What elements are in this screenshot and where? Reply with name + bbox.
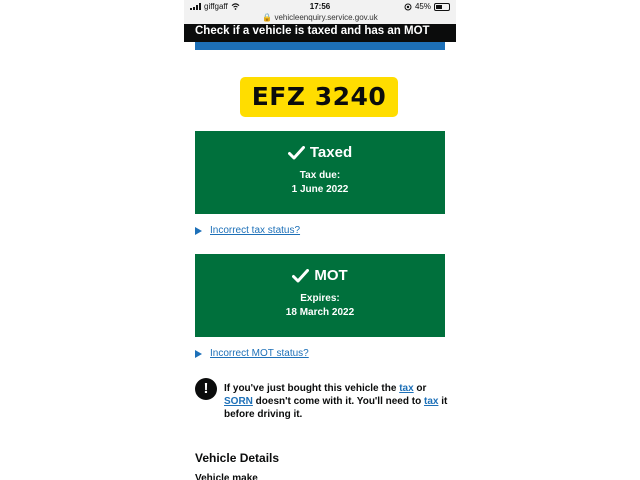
- header-accent-bar: [195, 42, 445, 50]
- sorn-link[interactable]: SORN: [224, 396, 253, 407]
- vehicle-details-heading: Vehicle Details: [195, 451, 280, 465]
- clock: 17:56: [309, 2, 331, 11]
- tax-link-2[interactable]: tax: [423, 396, 439, 407]
- warning-text-part: If you've just bought this vehicle the: [224, 383, 400, 394]
- checkmark-icon: [292, 269, 309, 283]
- tax-status: Taxed: [309, 144, 353, 161]
- status-bar: [184, 0, 456, 24]
- triangle-right-icon: [195, 350, 202, 358]
- mot-expiry-date: 18 March 2022: [285, 307, 355, 318]
- warning-text-part: it before driving it.: [224, 396, 448, 420]
- address-bar[interactable]: [184, 13, 456, 22]
- warning-icon: !: [195, 378, 217, 400]
- page-title: Check if a vehicle is taxed and has an MOT: [184, 24, 456, 42]
- vehicle-make-label: Vehicle make: [195, 473, 258, 480]
- warning-text-part: doesn't come with it. You'll need to: [252, 396, 424, 407]
- mot-expires-label: Expires:: [300, 293, 340, 304]
- tax-status-panel: [195, 131, 445, 214]
- incorrect-mot-toggle[interactable]: [195, 348, 309, 359]
- phone-screen: [184, 0, 456, 480]
- warning-text-part: or: [413, 383, 427, 394]
- mot-status-panel: [195, 254, 445, 337]
- status-right: [404, 2, 450, 11]
- battery-icon: [434, 3, 450, 11]
- orientation-lock-icon: [404, 3, 412, 11]
- mot-status: MOT: [314, 267, 348, 284]
- registration-plate: EFZ 3240: [240, 77, 398, 117]
- carrier-name: giffgaff: [204, 2, 228, 11]
- tax-link[interactable]: tax: [399, 383, 414, 394]
- tax-due-label: Tax due:: [299, 170, 341, 181]
- url-text: vehicleenquiry.service.gov.uk: [274, 13, 378, 22]
- checkmark-icon: [288, 146, 305, 160]
- incorrect-tax-link[interactable]: Incorrect tax status?: [210, 225, 301, 236]
- tax-due-date: 1 June 2022: [291, 184, 349, 195]
- incorrect-mot-link[interactable]: Incorrect MOT status?: [210, 348, 309, 359]
- triangle-right-icon: [195, 227, 202, 235]
- battery-percent: 45%: [414, 2, 431, 11]
- lock-icon: 🔒: [262, 13, 273, 22]
- incorrect-tax-toggle[interactable]: [195, 225, 300, 236]
- warning-text: [224, 382, 448, 421]
